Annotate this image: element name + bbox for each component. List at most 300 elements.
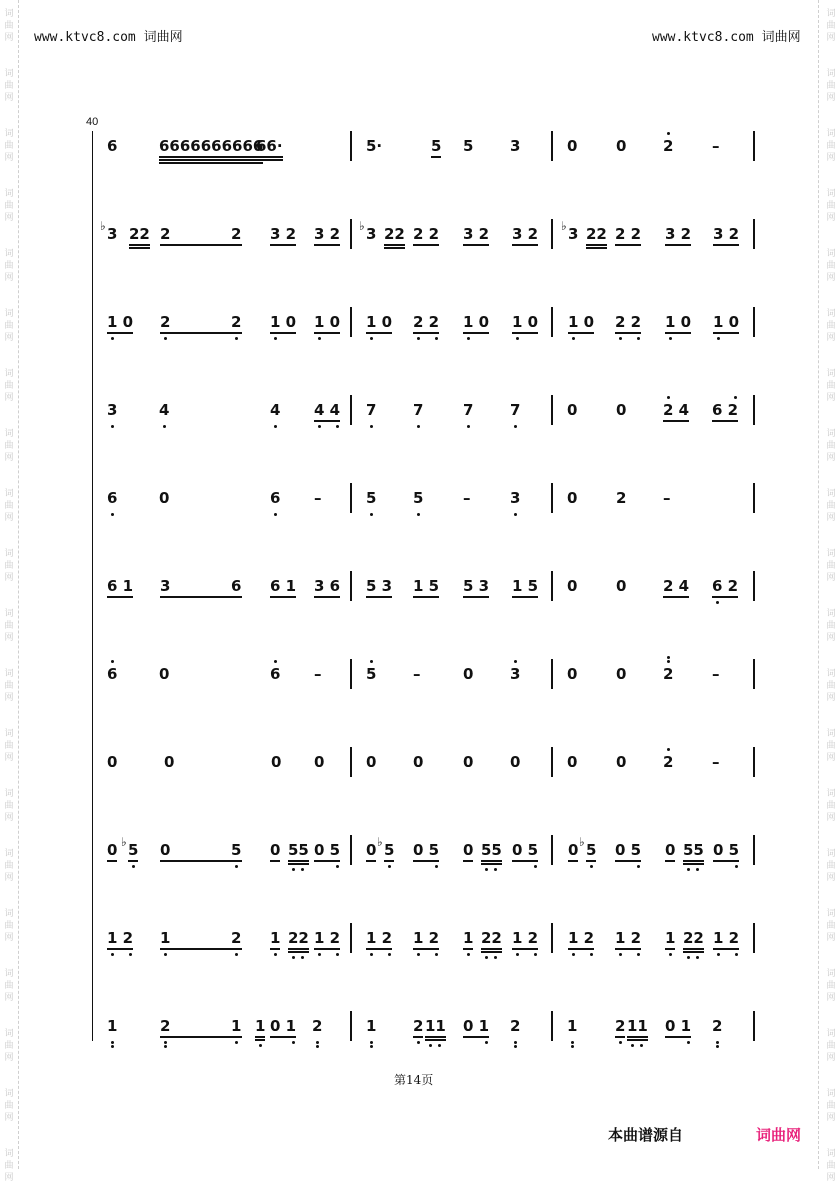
underline <box>512 244 538 246</box>
watermark-text: 词 曲 网 <box>826 729 836 763</box>
watermark-text: 词 曲 网 <box>826 69 836 103</box>
note: 1 2 <box>615 929 642 947</box>
underline <box>314 860 340 862</box>
flat-sign: ♭ <box>100 219 106 233</box>
watermark-text: 词 曲 网 <box>826 789 836 823</box>
octave-dot <box>514 1045 517 1048</box>
underline <box>481 948 502 950</box>
underline <box>665 1036 691 1038</box>
barline <box>551 747 553 777</box>
octave-dot <box>370 953 373 956</box>
octave-dot <box>111 513 114 516</box>
underline <box>314 948 340 950</box>
watermark-text: 词 曲 网 <box>4 9 14 43</box>
underline <box>413 860 439 862</box>
underline <box>384 247 405 249</box>
site-url-right[interactable]: www.ktvc8.com <box>652 30 754 45</box>
note: 5 <box>413 489 424 507</box>
octave-dot <box>516 337 519 340</box>
octave-dot <box>735 953 738 956</box>
octave-dot <box>111 1041 114 1044</box>
underline <box>413 1036 423 1038</box>
barline <box>551 219 553 249</box>
note: 1 2 <box>512 929 539 947</box>
octave-dot <box>485 956 488 959</box>
underline <box>270 1036 296 1038</box>
note: – <box>663 489 671 507</box>
octave-dot <box>370 1041 373 1044</box>
note: 5 <box>463 137 474 155</box>
barline <box>753 923 755 953</box>
octave-dot <box>590 865 593 868</box>
underline <box>463 860 473 862</box>
barline <box>350 395 352 425</box>
underline <box>463 1036 489 1038</box>
note: 6 1 <box>107 577 134 595</box>
watermark-text: 词 曲 网 <box>826 129 836 163</box>
underline <box>107 596 133 598</box>
octave-dot <box>637 865 640 868</box>
note: 2 <box>413 1017 424 1035</box>
octave-dot <box>235 337 238 340</box>
watermark-text: 词 曲 网 <box>4 189 14 223</box>
underline <box>159 162 263 164</box>
note: 6 <box>107 489 118 507</box>
note: 0 <box>463 665 474 683</box>
underline <box>463 244 489 246</box>
barline <box>350 1011 352 1041</box>
watermark-text: 词 曲 网 <box>4 609 14 643</box>
watermark-text: 词 曲 网 <box>826 1029 836 1063</box>
underline <box>586 247 607 249</box>
note: 5 <box>431 137 442 155</box>
octave-dot <box>164 1045 167 1048</box>
note: 2 <box>663 137 674 155</box>
barline <box>350 131 352 161</box>
underline <box>713 948 739 950</box>
underline <box>366 948 392 950</box>
octave-dot <box>388 953 391 956</box>
underline <box>568 332 594 334</box>
note: 1 0 <box>270 313 297 331</box>
note: 1 <box>231 1017 242 1035</box>
underline <box>314 332 340 334</box>
watermark-text: 词 曲 网 <box>4 789 14 823</box>
note: – <box>314 665 322 683</box>
watermark-text: 词 曲 网 <box>826 9 836 43</box>
underline <box>160 860 242 862</box>
octave-dot <box>572 953 575 956</box>
note: 1 0 <box>463 313 490 331</box>
note: 66· <box>256 137 283 155</box>
octave-dot <box>667 748 670 751</box>
barline <box>551 307 553 337</box>
underline <box>627 1039 648 1041</box>
watermark-text: 词 曲 网 <box>4 669 14 703</box>
note: 0 <box>616 753 627 771</box>
octave-dot <box>667 132 670 135</box>
underline <box>288 863 309 865</box>
note: 0 <box>366 753 377 771</box>
octave-dot <box>696 868 699 871</box>
underline <box>683 863 704 865</box>
note: 1 <box>160 929 171 947</box>
watermark-text: 词 曲 网 <box>826 249 836 283</box>
note: 6 1 <box>270 577 297 595</box>
watermark-text: 词 曲 网 <box>826 309 836 343</box>
octave-dot <box>514 1041 517 1044</box>
underline <box>615 332 641 334</box>
note: 1 0 <box>665 313 692 331</box>
underline <box>366 332 392 334</box>
underline <box>481 863 502 865</box>
source-label: 本曲谱源自 <box>608 1126 684 1144</box>
flat-sign: ♭ <box>561 219 567 233</box>
note: 3 <box>107 225 118 243</box>
underline <box>270 860 280 862</box>
note: 1 <box>107 1017 118 1035</box>
underline <box>512 860 538 862</box>
octave-dot <box>318 425 321 428</box>
note: 0 <box>567 577 578 595</box>
underline <box>314 596 340 598</box>
flat-sign: ♭ <box>359 219 365 233</box>
octave-dot <box>571 1041 574 1044</box>
octave-dot <box>717 337 720 340</box>
underline <box>663 420 689 422</box>
underline <box>288 860 309 862</box>
octave-dot <box>417 513 420 516</box>
octave-dot <box>235 1041 238 1044</box>
watermark-text: 词 曲 网 <box>826 549 836 583</box>
note: 3 2 <box>270 225 297 243</box>
octave-dot <box>516 953 519 956</box>
octave-dot <box>164 1041 167 1044</box>
underline <box>615 1036 625 1038</box>
note: 1 0 <box>107 313 134 331</box>
note: 5 3 <box>463 577 490 595</box>
note: 5 <box>366 665 377 683</box>
octave-dot <box>417 1041 420 1044</box>
barline <box>551 131 553 161</box>
octave-dot <box>429 1044 432 1047</box>
octave-dot <box>129 953 132 956</box>
barline <box>551 571 553 601</box>
note: 1 <box>463 929 474 947</box>
note: 3 2 <box>463 225 490 243</box>
underline <box>586 860 596 862</box>
page-number: 第14页 <box>394 1073 434 1087</box>
note: 2 2 <box>413 225 440 243</box>
note: 5 <box>384 841 395 859</box>
note: 1 <box>567 1017 578 1035</box>
underline <box>270 244 296 246</box>
watermark-text: 词 曲 网 <box>4 909 14 943</box>
underline <box>107 860 117 862</box>
note: 0 <box>616 577 627 595</box>
note: 0 <box>366 841 377 859</box>
octave-dot <box>370 337 373 340</box>
octave-dot <box>336 865 339 868</box>
octave-dot <box>485 1041 488 1044</box>
note: 22 <box>586 225 607 243</box>
note: – <box>463 489 471 507</box>
note: 7 <box>510 401 521 419</box>
underline <box>665 860 675 862</box>
underline <box>366 860 376 862</box>
note: 3 <box>510 665 521 683</box>
underline <box>712 420 738 422</box>
note: 4 4 <box>314 401 341 419</box>
octave-dot <box>274 425 277 428</box>
underline <box>107 948 133 950</box>
octave-dot <box>316 1041 319 1044</box>
note: 3 <box>568 225 579 243</box>
note: 0 <box>159 665 170 683</box>
octave-dot <box>619 337 622 340</box>
note: – <box>314 489 322 507</box>
octave-dot <box>318 953 321 956</box>
octave-dot <box>164 337 167 340</box>
note: 2 4 <box>663 401 690 419</box>
watermark-text: 词 曲 网 <box>4 729 14 763</box>
octave-dot <box>370 513 373 516</box>
underline <box>665 948 675 950</box>
note: 2 <box>160 225 171 243</box>
octave-dot <box>467 953 470 956</box>
note: 0 <box>463 841 474 859</box>
underline <box>160 1036 242 1038</box>
octave-dot <box>111 660 114 663</box>
octave-dot <box>292 1041 295 1044</box>
note: 0 <box>413 753 424 771</box>
watermark-text: 词 曲 网 <box>4 369 14 403</box>
underline <box>568 860 578 862</box>
header-right <box>652 26 801 45</box>
note: 1 <box>270 929 281 947</box>
octave-dot <box>619 953 622 956</box>
octave-dot <box>637 953 640 956</box>
watermark-text: 词 曲 网 <box>4 309 14 343</box>
octave-dot <box>435 953 438 956</box>
watermark-text: 词 曲 网 <box>826 969 836 1003</box>
note: 4 <box>270 401 281 419</box>
barline <box>551 395 553 425</box>
underline <box>431 156 441 158</box>
octave-dot <box>667 656 670 659</box>
underline <box>663 596 689 598</box>
octave-dot <box>667 396 670 399</box>
octave-dot <box>514 660 517 663</box>
watermark-text: 词 曲 网 <box>4 249 14 283</box>
barline <box>350 747 352 777</box>
measure-number: 40 <box>86 116 99 128</box>
note: 0 <box>107 753 118 771</box>
note: 6 <box>270 665 281 683</box>
note: 2 <box>231 225 242 243</box>
note: 0 <box>665 841 676 859</box>
barline <box>753 659 755 689</box>
underline <box>384 860 394 862</box>
watermark-text: 词 曲 网 <box>4 1089 14 1123</box>
octave-dot <box>687 868 690 871</box>
site-url-left[interactable]: www.ktvc8.com <box>34 30 136 45</box>
underline <box>255 1036 265 1038</box>
note: 2 <box>663 753 674 771</box>
system-bracket-line <box>92 131 93 1041</box>
octave-dot <box>316 1045 319 1048</box>
site-name-left: 词曲网 <box>143 30 183 45</box>
barline <box>753 835 755 865</box>
barline <box>551 483 553 513</box>
octave-dot <box>534 865 537 868</box>
note: 0 1 <box>463 1017 490 1035</box>
octave-dot <box>370 1045 373 1048</box>
octave-dot <box>717 953 720 956</box>
octave-dot <box>467 337 470 340</box>
note: 0 <box>159 489 170 507</box>
note: 6 2 <box>712 577 739 595</box>
note: 2 2 <box>615 313 642 331</box>
underline <box>463 948 473 950</box>
note: 6666666666 <box>159 137 264 155</box>
octave-dot <box>388 865 391 868</box>
barline <box>551 1011 553 1041</box>
underline <box>160 244 242 246</box>
note: 0 <box>567 401 578 419</box>
note: 1 0 <box>713 313 740 331</box>
underline <box>256 159 283 161</box>
octave-dot <box>274 660 277 663</box>
octave-dot <box>716 601 719 604</box>
octave-dot <box>494 868 497 871</box>
octave-dot <box>485 868 488 871</box>
underline <box>713 332 739 334</box>
underline <box>481 951 502 953</box>
octave-dot <box>318 337 321 340</box>
barline <box>350 307 352 337</box>
note: 0 <box>567 753 578 771</box>
octave-dot <box>735 865 738 868</box>
barline <box>753 307 755 337</box>
note: 22 <box>129 225 150 243</box>
underline <box>413 596 439 598</box>
barline <box>350 923 352 953</box>
note: 3 <box>366 225 377 243</box>
note: 6 <box>107 137 118 155</box>
watermark-text: 词 曲 网 <box>826 489 836 523</box>
octave-dot <box>274 513 277 516</box>
underline <box>413 332 439 334</box>
underline <box>512 596 538 598</box>
note: 3 2 <box>314 225 341 243</box>
note: 0 5 <box>314 841 341 859</box>
watermark-text: 词 曲 网 <box>4 1029 14 1063</box>
underline <box>713 860 739 862</box>
barline <box>350 483 352 513</box>
note: 6 <box>231 577 242 595</box>
note: 0 <box>616 401 627 419</box>
barline <box>753 1011 755 1041</box>
note: 1 2 <box>314 929 341 947</box>
watermark-text: 词 曲 网 <box>4 849 14 883</box>
note: 1 5 <box>512 577 539 595</box>
underline <box>683 951 704 953</box>
barline <box>753 483 755 513</box>
note: 3 2 <box>665 225 692 243</box>
note: 1 0 <box>568 313 595 331</box>
note: 0 5 <box>615 841 642 859</box>
note: 7 <box>366 401 377 419</box>
note: 0 5 <box>512 841 539 859</box>
note: 2 <box>160 1017 171 1035</box>
underline <box>615 244 641 246</box>
watermark-text: 词 曲 网 <box>826 609 836 643</box>
octave-dot <box>164 953 167 956</box>
note: 7 <box>463 401 474 419</box>
note: 3 2 <box>713 225 740 243</box>
underline <box>314 244 340 246</box>
note: 0 <box>567 489 578 507</box>
underline <box>481 860 502 862</box>
note: 1 0 <box>366 313 393 331</box>
watermark-text: 词 曲 网 <box>826 429 836 463</box>
note: 2 <box>160 313 171 331</box>
underline <box>615 860 641 862</box>
note: – <box>712 753 720 771</box>
octave-dot <box>687 956 690 959</box>
underline <box>665 244 691 246</box>
underline <box>512 948 538 950</box>
note: 1 <box>255 1017 266 1035</box>
note: 1 0 <box>314 313 341 331</box>
note: 3 <box>107 401 118 419</box>
underline <box>314 420 340 422</box>
octave-dot <box>301 868 304 871</box>
note: 1 0 <box>512 313 539 331</box>
octave-dot <box>417 953 420 956</box>
note: 55 <box>683 841 704 859</box>
underline <box>107 332 133 334</box>
note: 0 <box>567 137 578 155</box>
octave-dot <box>467 425 470 428</box>
note: 0 <box>510 753 521 771</box>
source-brand[interactable]: 词曲网 <box>756 1126 802 1144</box>
octave-dot <box>640 1044 643 1047</box>
note: 6 <box>107 665 118 683</box>
watermark-text: 词 曲 网 <box>826 369 836 403</box>
note: 55 <box>481 841 502 859</box>
octave-dot <box>514 513 517 516</box>
note: 2 <box>712 1017 723 1035</box>
barline <box>350 219 352 249</box>
underline <box>413 244 439 246</box>
note: 2 2 <box>615 225 642 243</box>
note: 2 <box>616 489 627 507</box>
octave-dot <box>590 953 593 956</box>
note: 22 <box>481 929 502 947</box>
note: 0 <box>567 665 578 683</box>
octave-dot <box>631 1044 634 1047</box>
octave-dot <box>417 425 420 428</box>
underline <box>627 1036 648 1038</box>
watermark-text: 词 曲 网 <box>826 849 836 883</box>
octave-dot <box>292 956 295 959</box>
underline <box>128 860 138 862</box>
note: 5· <box>366 137 383 155</box>
underline <box>129 247 150 249</box>
octave-dot <box>435 337 438 340</box>
